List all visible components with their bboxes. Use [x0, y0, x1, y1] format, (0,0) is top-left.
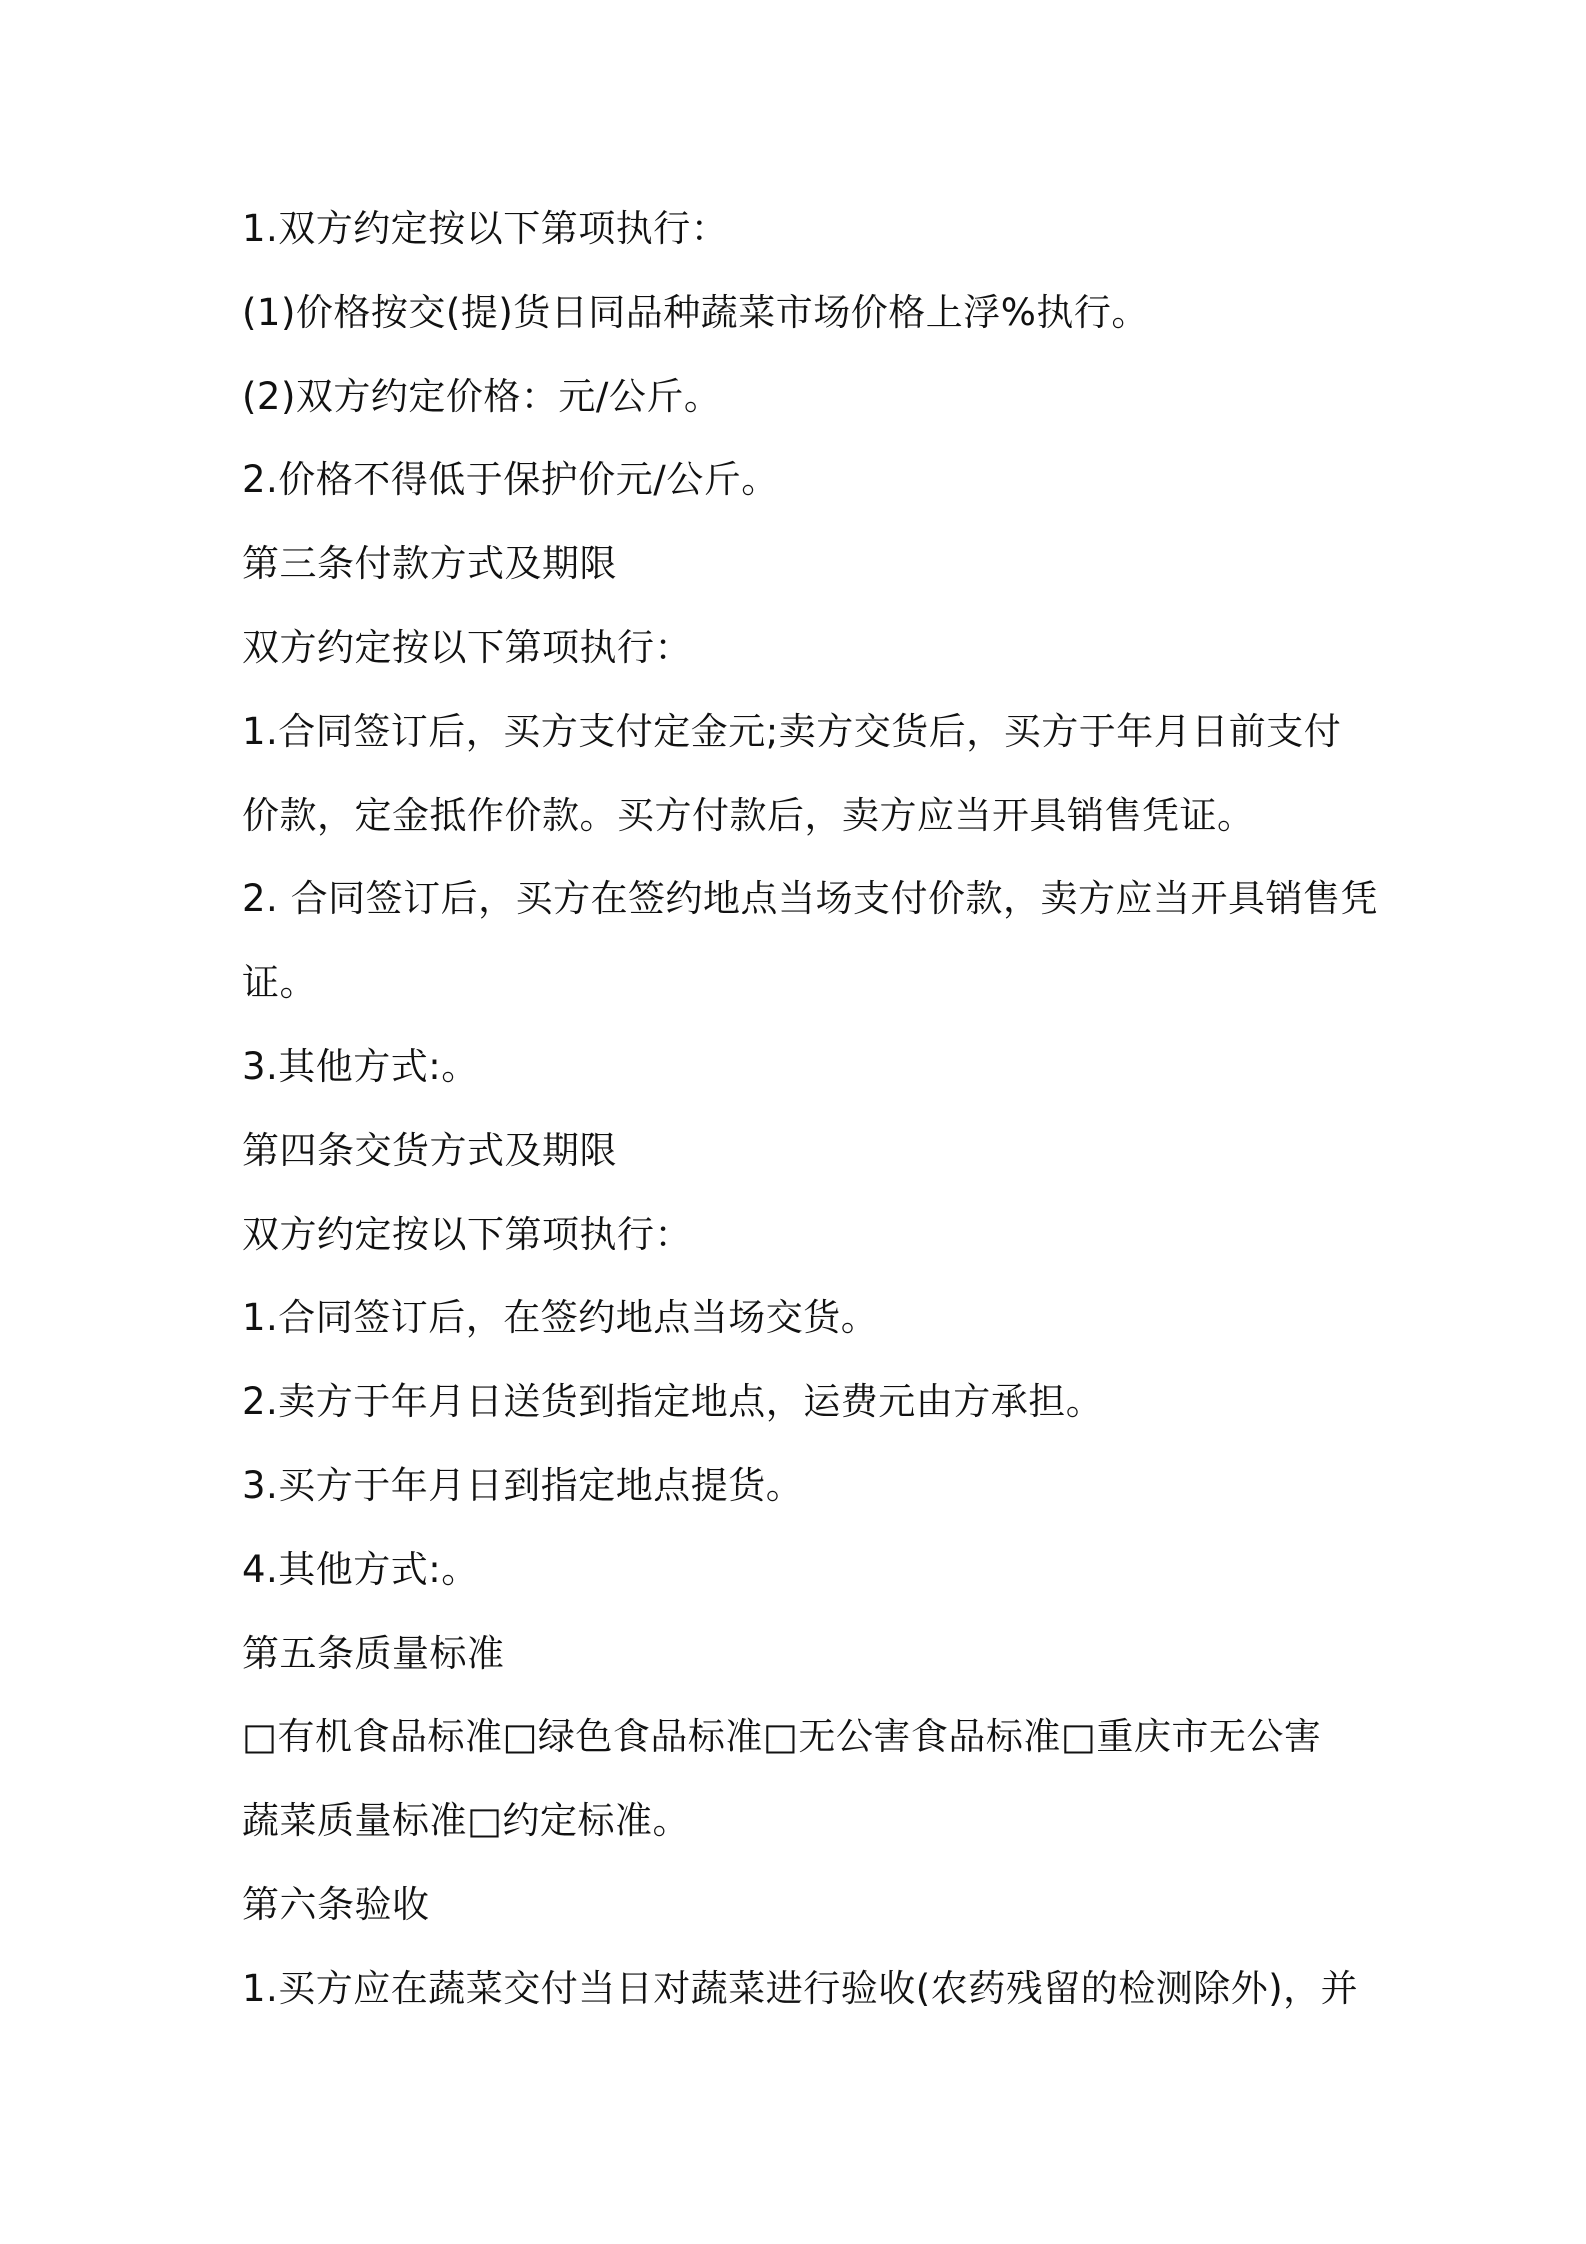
article-3-item-2: 2. 合同签订后，买方在签约地点当场支付价款，卖方应当开具销售凭	[242, 877, 1379, 921]
price-clause-option-2: (2)双方约定价格：元/公斤。	[242, 374, 722, 418]
price-clause-item-2: 2.价格不得低于保护价元/公斤。	[242, 458, 779, 502]
article-3-item-1: 1.合同签订后，买方支付定金元;卖方交货后，买方于年月日前支付	[242, 709, 1342, 753]
article-6-heading: 第六条验收	[242, 1882, 430, 1926]
article-4-item-1: 1.合同签订后，在签约地点当场交货。	[242, 1296, 879, 1340]
article-4-item-3: 3.买方于年月日到指定地点提货。	[242, 1463, 804, 1507]
article-4-heading: 第四条交货方式及期限	[242, 1128, 617, 1172]
article-4-intro: 双方约定按以下第项执行：	[242, 1212, 692, 1256]
article-5-heading: 第五条质量标准	[242, 1631, 505, 1675]
article-5-standards: □有机食品标准□绿色食品标准□无公害食品标准□重庆市无公害	[242, 1715, 1322, 1759]
article-3-intro: 双方约定按以下第项执行：	[242, 625, 692, 669]
article-3-item-2-cont: 证。	[242, 961, 317, 1005]
article-5-standards-cont: 蔬菜质量标准□约定标准。	[242, 1799, 690, 1843]
article-3-item-1-cont: 价款，定金抵作价款。买方付款后，卖方应当开具销售凭证。	[242, 793, 1255, 837]
article-4-item-4: 4.其他方式:。	[242, 1547, 479, 1591]
article-4-item-2: 2.卖方于年月日送货到指定地点，运费元由方承担。	[242, 1380, 1104, 1424]
article-3-item-3: 3.其他方式:。	[242, 1044, 479, 1088]
price-clause-item-1: 1.双方约定按以下第项执行：	[242, 207, 729, 250]
article-3-heading: 第三条付款方式及期限	[242, 542, 617, 586]
document-body	[242, 200, 1379, 2044]
price-clause-option-1: (1)价格按交(提)货日同品种蔬菜市场价格上浮%执行。	[242, 290, 1149, 334]
article-6-item-1: 1.买方应在蔬菜交付当日对蔬菜进行验收(农药残留的检测除外)，并	[242, 1966, 1359, 2010]
